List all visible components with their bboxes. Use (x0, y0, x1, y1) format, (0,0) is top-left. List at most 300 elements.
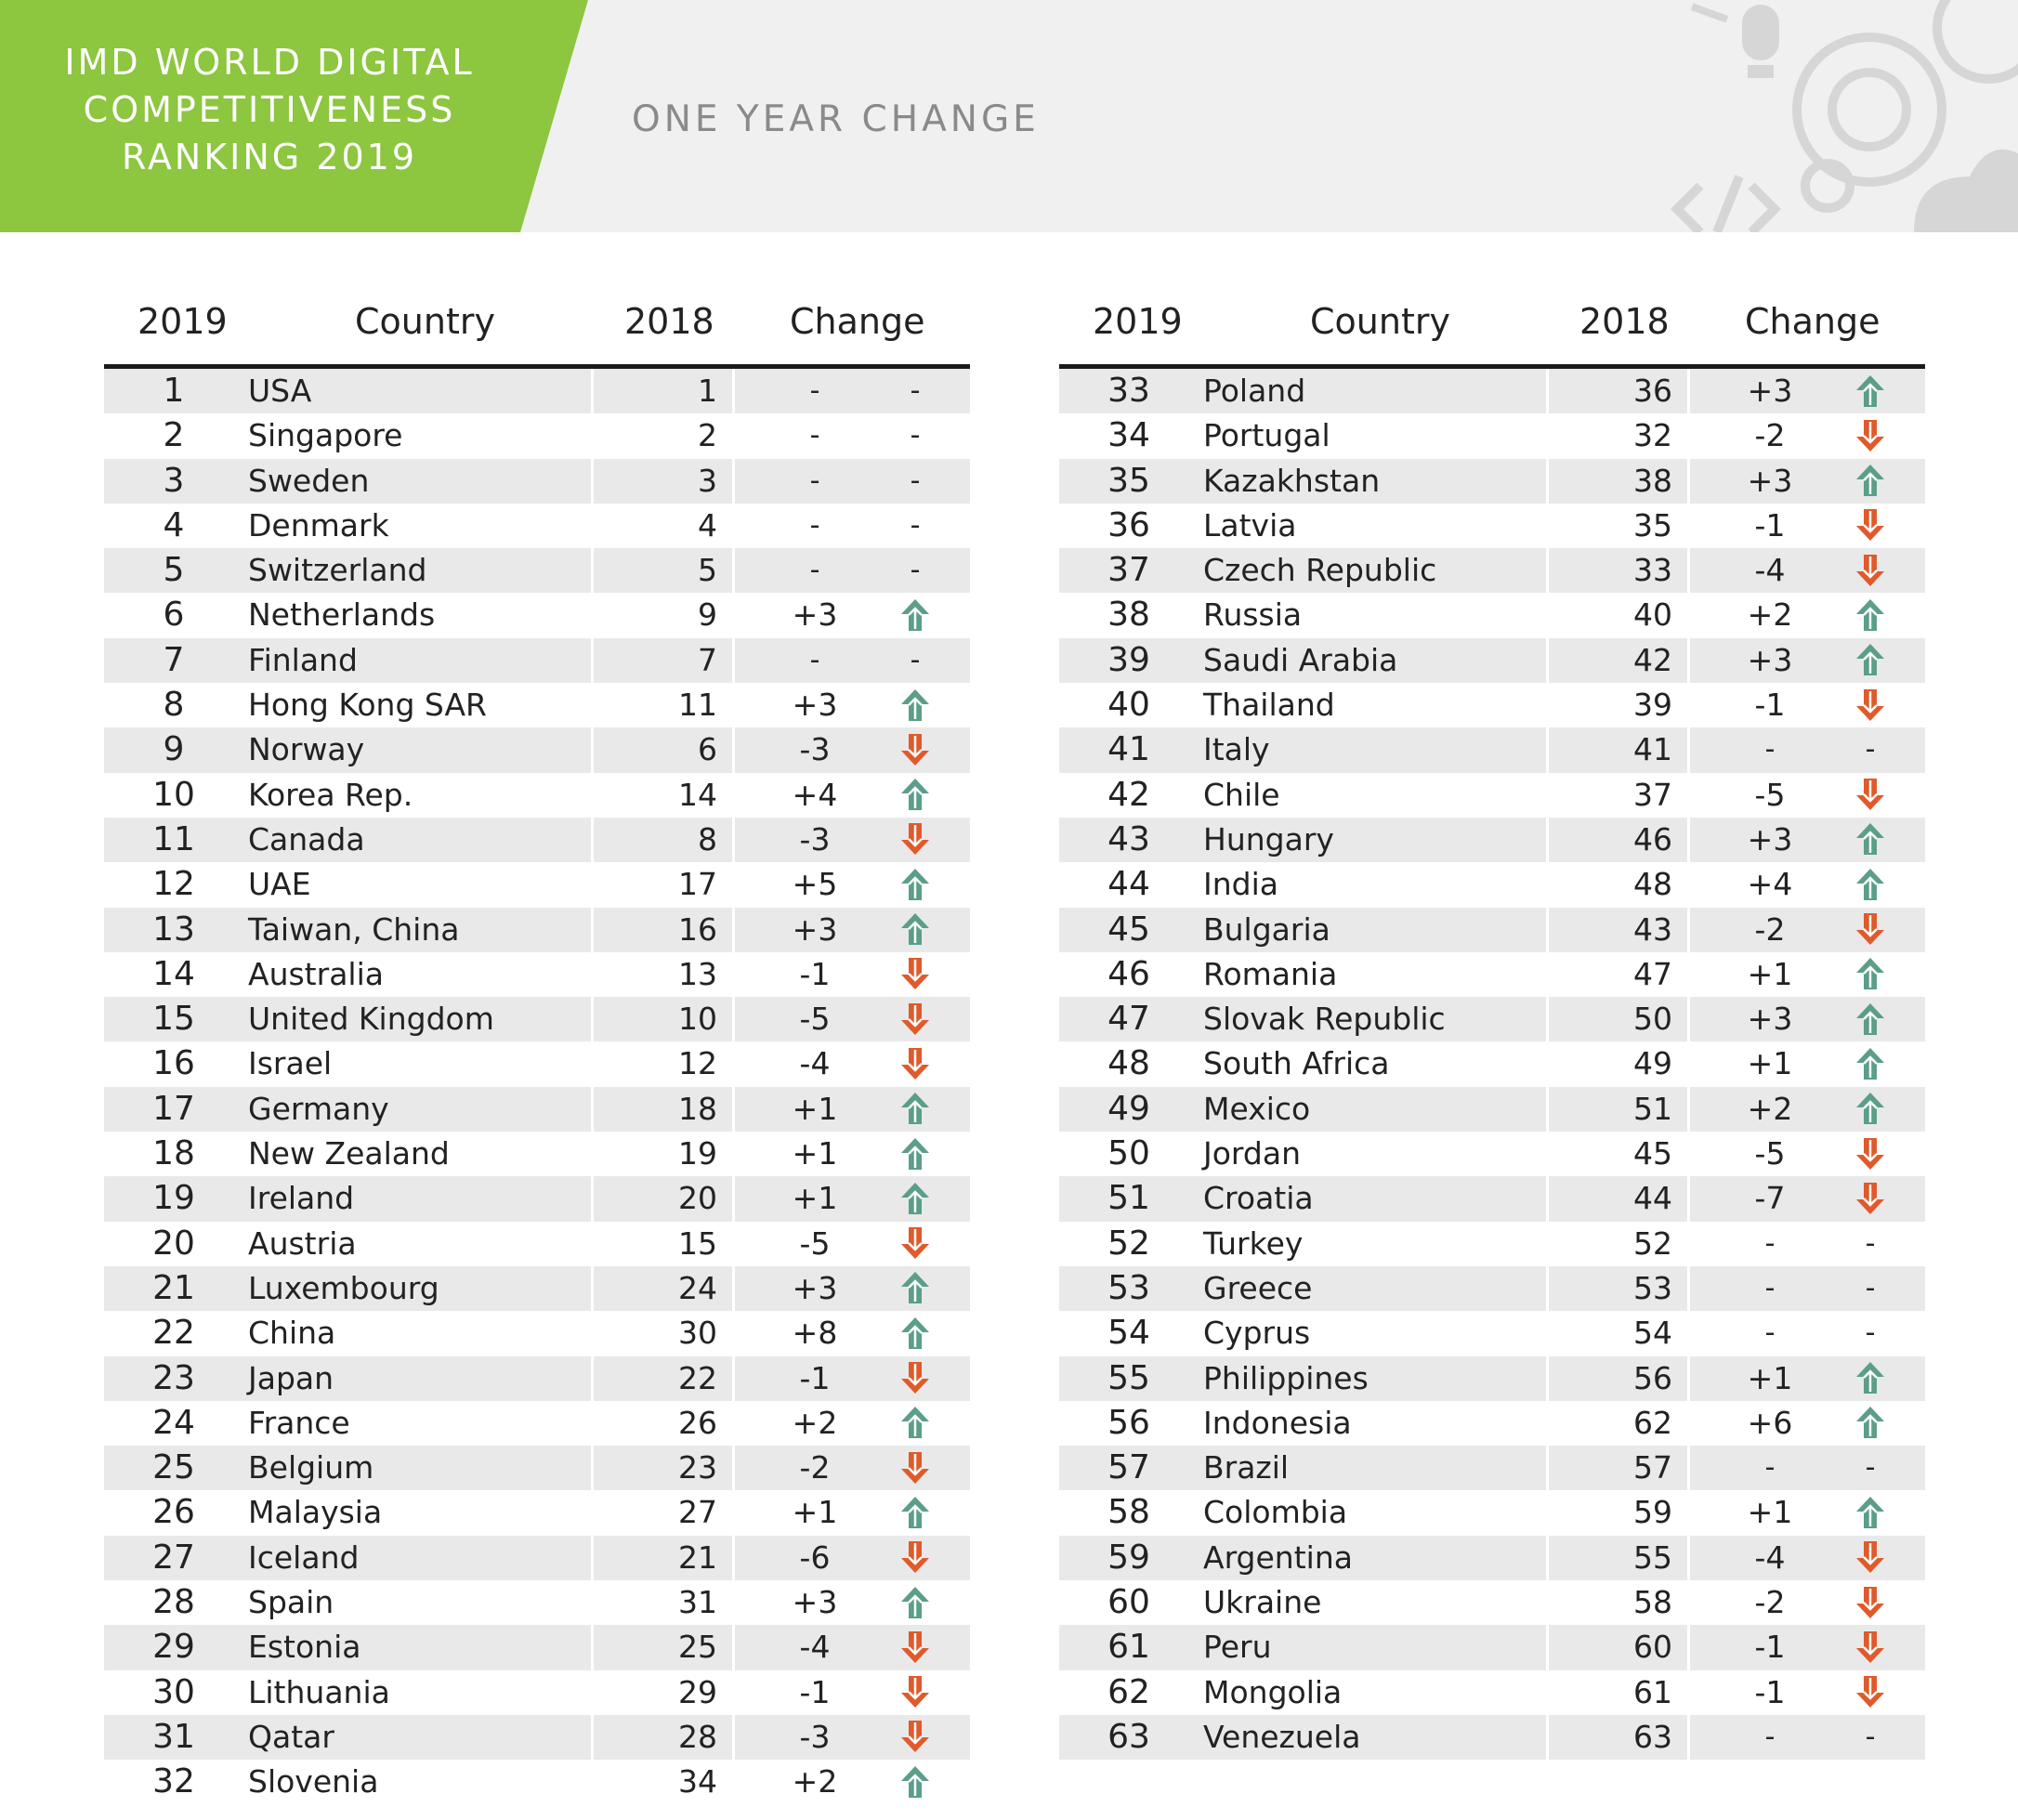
rank-2019: 3 (163, 461, 185, 500)
country-name: United Kingdom (248, 1001, 494, 1038)
report-title-line: RANKING 2019 (121, 137, 418, 177)
up-arrow-icon (1854, 1091, 1886, 1126)
column-divider (732, 1176, 735, 1221)
column-divider (591, 683, 594, 727)
change-value: - (809, 508, 820, 542)
rank-2018: 41 (1633, 731, 1672, 768)
down-arrow-icon (899, 956, 931, 991)
rank-2018: 55 (1633, 1538, 1672, 1576)
column-divider (1687, 638, 1690, 683)
change-direction (883, 1041, 948, 1086)
table-row (104, 504, 970, 548)
table-row (1059, 504, 1925, 548)
change-value: -6 (799, 1538, 831, 1576)
change-value: -3 (799, 731, 831, 768)
change-value: +1 (1747, 1045, 1793, 1082)
change-value: +1 (1747, 955, 1793, 992)
table-body (1059, 369, 1925, 1760)
table-row (1059, 1041, 1925, 1086)
up-arrow-icon (1854, 1360, 1886, 1395)
change-value: - (809, 419, 820, 452)
column-divider (1546, 593, 1549, 637)
country-name: Norway (248, 731, 365, 768)
table-row (1059, 1446, 1925, 1490)
change-direction (1838, 1536, 1903, 1580)
column-divider (1687, 952, 1690, 997)
column-divider (591, 1446, 594, 1490)
change-direction (1838, 1132, 1903, 1176)
change-value: -4 (1754, 552, 1786, 589)
country-name: UAE (248, 866, 311, 903)
change-value: +1 (1747, 1494, 1793, 1531)
table-row (1059, 952, 1925, 997)
country-name: Belgium (248, 1449, 374, 1486)
table-row (1059, 1356, 1925, 1401)
rank-2018: 10 (678, 1001, 717, 1038)
change-value: +1 (792, 1135, 838, 1172)
change-value: -5 (1754, 776, 1786, 813)
column-divider (591, 369, 594, 413)
change-direction (1838, 459, 1903, 504)
column-divider (1546, 818, 1549, 862)
rank-2018: 50 (1633, 1001, 1672, 1038)
table-row (1059, 1266, 1925, 1311)
country-name: Slovenia (248, 1763, 379, 1800)
column-divider (1687, 862, 1690, 907)
rank-2019: 7 (163, 640, 185, 679)
rank-2018: 29 (678, 1673, 717, 1710)
table-row (104, 727, 970, 772)
rank-2018: 38 (1633, 462, 1672, 499)
down-arrow-icon (899, 1539, 931, 1575)
rank-2018: 51 (1633, 1090, 1672, 1127)
country-name: India (1203, 866, 1278, 903)
change-value: -3 (799, 1718, 831, 1755)
table-row (104, 818, 970, 862)
column-divider (732, 862, 735, 907)
change-direction: - (910, 643, 921, 676)
down-arrow-icon (1854, 1674, 1886, 1709)
rank-2018: 44 (1633, 1180, 1672, 1217)
column-divider (591, 952, 594, 997)
change-direction (1838, 1625, 1903, 1669)
table-row (104, 1715, 970, 1760)
change-direction (1838, 908, 1903, 952)
change-direction (883, 1266, 948, 1311)
column-divider (591, 459, 594, 504)
down-arrow-icon (1854, 1630, 1886, 1665)
change-direction (1838, 1401, 1903, 1446)
rank-2019: 12 (152, 865, 195, 904)
up-arrow-icon (899, 777, 931, 812)
change-value: +1 (792, 1180, 838, 1217)
rank-2018: 20 (678, 1180, 717, 1217)
rank-2019: 21 (152, 1268, 195, 1307)
change-direction (1838, 548, 1903, 593)
rank-2018: 6 (698, 731, 717, 768)
change-direction (1838, 997, 1903, 1041)
change-value: +3 (792, 910, 838, 948)
column-divider (591, 1760, 594, 1804)
country-name: Malaysia (248, 1494, 383, 1531)
column-divider (1687, 1446, 1690, 1490)
column-divider (1687, 818, 1690, 862)
country-name: Netherlands (248, 596, 436, 634)
change-direction (1838, 369, 1903, 413)
change-direction: - (910, 374, 921, 407)
country-name: France (248, 1404, 350, 1441)
column-divider (732, 952, 735, 997)
change-direction (883, 727, 948, 772)
column-divider (1546, 862, 1549, 907)
rank-2018: 30 (678, 1315, 717, 1352)
column-divider (1546, 413, 1549, 458)
up-arrow-icon (899, 867, 931, 902)
column-divider (1687, 1715, 1690, 1760)
table-row (104, 593, 970, 637)
change-direction (1838, 862, 1903, 907)
table-row (104, 908, 970, 952)
down-arrow-icon (899, 1719, 931, 1754)
change-direction (883, 1222, 948, 1266)
rank-2019: 23 (152, 1358, 195, 1397)
table-row (104, 413, 970, 458)
up-arrow-icon (1854, 821, 1886, 857)
rank-2019: 20 (152, 1224, 195, 1263)
table-row (104, 683, 970, 727)
up-arrow-icon (899, 1585, 931, 1620)
country-name: Finland (248, 641, 358, 678)
change-value: -4 (799, 1045, 831, 1082)
column-divider (732, 818, 735, 862)
change-direction (1838, 683, 1903, 727)
column-divider (591, 1132, 594, 1176)
change-value: - (1764, 1451, 1776, 1485)
column-divider (1546, 773, 1549, 818)
table-row (104, 1311, 970, 1355)
column-divider (1687, 413, 1690, 458)
country-name: Slovak Republic (1203, 1001, 1446, 1038)
column-divider (1687, 908, 1690, 952)
change-value: -1 (799, 955, 831, 992)
table-row (1059, 997, 1925, 1041)
up-arrow-icon (1854, 1495, 1886, 1530)
country-name: Brazil (1203, 1449, 1290, 1486)
rank-2019: 19 (152, 1179, 195, 1218)
column-divider (732, 1580, 735, 1625)
rank-2019: 14 (152, 954, 195, 993)
rank-2018: 3 (698, 462, 717, 499)
column-divider (591, 1490, 594, 1535)
rank-2019: 46 (1107, 954, 1150, 993)
country-name: Germany (248, 1090, 389, 1127)
change-direction (883, 1625, 948, 1669)
column-divider (732, 504, 735, 548)
country-name: Mongolia (1203, 1673, 1343, 1710)
table-row (1059, 1311, 1925, 1355)
rank-2018: 23 (678, 1449, 717, 1486)
ranking-table-left (104, 295, 970, 1805)
column-divider (1546, 1670, 1549, 1715)
report-title (0, 39, 539, 181)
change-direction (1838, 413, 1903, 458)
column-divider (732, 683, 735, 727)
change-direction (1838, 952, 1903, 997)
rank-2018: 61 (1633, 1673, 1672, 1710)
table-row (104, 1401, 970, 1446)
down-arrow-icon (1854, 1181, 1886, 1216)
column-divider (591, 1670, 594, 1715)
country-name: Austria (248, 1224, 357, 1262)
change-value: - (809, 554, 820, 587)
column-divider (1546, 504, 1549, 548)
table-header (104, 295, 970, 369)
rank-2018: 37 (1633, 776, 1672, 813)
rank-2019: 34 (1107, 416, 1150, 455)
country-name: Poland (1203, 373, 1306, 409)
column-divider (1546, 1536, 1549, 1580)
change-direction (883, 1401, 948, 1446)
report-title-line: IMD WORLD DIGITAL (64, 42, 475, 83)
country-name: Canada (248, 820, 365, 858)
table-row (1059, 593, 1925, 637)
column-divider (591, 818, 594, 862)
up-arrow-icon (899, 1181, 931, 1216)
rank-2018: 49 (1633, 1045, 1672, 1082)
change-value: +4 (1747, 866, 1793, 903)
country-name: Portugal (1203, 417, 1330, 454)
column-header-2019: 2019 (138, 301, 228, 342)
change-direction (1838, 1041, 1903, 1086)
column-header-2018: 2018 (1579, 301, 1670, 342)
rank-2019: 52 (1107, 1224, 1150, 1263)
change-direction (883, 773, 948, 818)
change-direction (1838, 773, 1903, 818)
down-arrow-icon (899, 732, 931, 767)
column-divider (591, 1176, 594, 1221)
column-divider (591, 908, 594, 952)
rank-2018: 39 (1633, 687, 1672, 724)
column-divider (732, 997, 735, 1041)
change-direction (1838, 638, 1903, 683)
column-divider (1546, 1446, 1549, 1490)
rank-2018: 54 (1633, 1315, 1672, 1352)
change-value: +2 (1747, 1090, 1793, 1127)
down-arrow-icon (1854, 553, 1886, 588)
table-row (104, 862, 970, 907)
up-arrow-icon (1854, 956, 1886, 991)
column-divider (732, 1670, 735, 1715)
column-divider (591, 1311, 594, 1355)
rank-2018: 60 (1633, 1629, 1672, 1666)
change-direction (883, 1760, 948, 1804)
table-row (104, 1222, 970, 1266)
rank-2018: 8 (698, 820, 717, 858)
table-row (1059, 1625, 1925, 1669)
change-value: +1 (1747, 1359, 1793, 1396)
change-value: - (809, 643, 820, 676)
column-divider (1687, 1222, 1690, 1266)
up-arrow-icon (899, 1405, 931, 1440)
column-divider (1687, 683, 1690, 727)
country-name: Ireland (248, 1180, 355, 1217)
country-name: Indonesia (1203, 1404, 1352, 1441)
rank-2018: 24 (678, 1269, 717, 1306)
rank-2018: 46 (1633, 820, 1672, 858)
rank-2019: 40 (1107, 686, 1150, 725)
country-name: Korea Rep. (248, 776, 413, 813)
column-divider (591, 593, 594, 637)
rank-2019: 10 (152, 775, 195, 814)
rank-2019: 41 (1107, 730, 1150, 769)
column-divider (732, 1446, 735, 1490)
table-row (104, 1087, 970, 1132)
country-name: Colombia (1203, 1494, 1348, 1531)
rank-2019: 9 (163, 730, 185, 769)
up-arrow-icon (1854, 463, 1886, 498)
column-divider (732, 638, 735, 683)
rank-2019: 8 (163, 686, 185, 725)
column-divider (1546, 1401, 1549, 1446)
change-value: -1 (1754, 1673, 1786, 1710)
change-value: -4 (1754, 1538, 1786, 1576)
table-row (1059, 1222, 1925, 1266)
change-value: - (1764, 1271, 1776, 1304)
column-divider (1546, 997, 1549, 1041)
change-value: - (1764, 733, 1776, 766)
column-divider (1546, 1222, 1549, 1266)
rank-2019: 39 (1107, 640, 1150, 679)
down-arrow-icon (1854, 1136, 1886, 1172)
column-divider (1546, 683, 1549, 727)
change-direction (883, 1087, 948, 1132)
column-divider (732, 459, 735, 504)
country-name: Denmark (248, 506, 389, 543)
column-divider (591, 773, 594, 818)
column-divider (732, 1311, 735, 1355)
ranking-table-right (1059, 295, 1925, 1760)
change-value: - (809, 464, 820, 497)
rank-2018: 17 (678, 866, 717, 903)
change-direction: - (910, 419, 921, 452)
change-value: +6 (1747, 1404, 1793, 1441)
table-row (1059, 1580, 1925, 1625)
rank-2019: 28 (152, 1583, 195, 1622)
rank-2019: 5 (163, 551, 185, 590)
column-divider (732, 773, 735, 818)
country-name: Sweden (248, 462, 370, 499)
column-divider (1687, 1311, 1690, 1355)
change-value: -5 (799, 1224, 831, 1262)
column-divider (1546, 1356, 1549, 1401)
change-value: -1 (799, 1673, 831, 1710)
rank-2019: 58 (1107, 1493, 1150, 1532)
country-name: New Zealand (248, 1135, 450, 1172)
column-divider (732, 1266, 735, 1311)
down-arrow-icon (1854, 687, 1886, 723)
change-direction (883, 683, 948, 727)
table-row (1059, 1176, 1925, 1221)
change-direction: - (1865, 1271, 1876, 1304)
report-title-line: COMPETITIVENESS (83, 89, 456, 130)
rank-2018: 43 (1633, 910, 1672, 948)
country-name: Peru (1203, 1629, 1272, 1666)
column-divider (1546, 459, 1549, 504)
table-row (1059, 773, 1925, 818)
rank-2018: 56 (1633, 1359, 1672, 1396)
rank-2018: 53 (1633, 1269, 1672, 1306)
change-direction (883, 1536, 948, 1580)
column-divider (732, 1041, 735, 1086)
rank-2018: 52 (1633, 1224, 1672, 1262)
rank-2018: 58 (1633, 1584, 1672, 1621)
change-direction: - (910, 464, 921, 497)
rank-2019: 62 (1107, 1672, 1150, 1711)
rank-2019: 2 (163, 416, 185, 455)
country-name: Thailand (1203, 687, 1335, 724)
change-value: +3 (792, 687, 838, 724)
column-divider (1546, 1625, 1549, 1669)
country-name: Greece (1203, 1269, 1313, 1306)
rank-2018: 7 (698, 641, 717, 678)
change-direction: - (1865, 733, 1876, 766)
column-divider (1687, 997, 1690, 1041)
column-divider (732, 1490, 735, 1535)
table-row (104, 1490, 970, 1535)
column-divider (1687, 1356, 1690, 1401)
rank-2019: 50 (1107, 1134, 1150, 1173)
up-arrow-icon (1854, 642, 1886, 677)
country-name: Hungary (1203, 820, 1334, 858)
country-name: Cyprus (1203, 1315, 1311, 1352)
rank-2019: 15 (152, 1000, 195, 1039)
rank-2019: 47 (1107, 1000, 1150, 1039)
country-name: Lithuania (248, 1673, 390, 1710)
column-divider (1546, 638, 1549, 683)
country-name: Kazakhstan (1203, 462, 1381, 499)
column-divider (1546, 908, 1549, 952)
down-arrow-icon (899, 1360, 931, 1395)
change-value: +8 (792, 1315, 838, 1352)
rank-2019: 42 (1107, 775, 1150, 814)
country-name: Japan (248, 1359, 334, 1396)
rank-2019: 1 (163, 372, 185, 410)
table-row (104, 997, 970, 1041)
rank-2018: 25 (678, 1629, 717, 1666)
change-value: +4 (792, 776, 838, 813)
table-row (104, 1625, 970, 1669)
up-arrow-icon (899, 687, 931, 723)
table-row (1059, 369, 1925, 413)
rank-2019: 59 (1107, 1538, 1150, 1577)
rank-2018: 42 (1633, 641, 1672, 678)
column-divider (1687, 1625, 1690, 1669)
column-divider (1687, 1176, 1690, 1221)
column-divider (732, 593, 735, 637)
rank-2018: 57 (1633, 1449, 1672, 1486)
rank-2018: 45 (1633, 1135, 1672, 1172)
table-row (104, 1446, 970, 1490)
country-name: Turkey (1203, 1224, 1304, 1262)
column-divider (732, 1536, 735, 1580)
up-arrow-icon (899, 1764, 931, 1800)
table-row (1059, 548, 1925, 593)
rank-2019: 37 (1107, 551, 1150, 590)
column-divider (732, 1401, 735, 1446)
rank-2018: 47 (1633, 955, 1672, 992)
change-value: -2 (1754, 1584, 1786, 1621)
column-divider (1546, 1087, 1549, 1132)
